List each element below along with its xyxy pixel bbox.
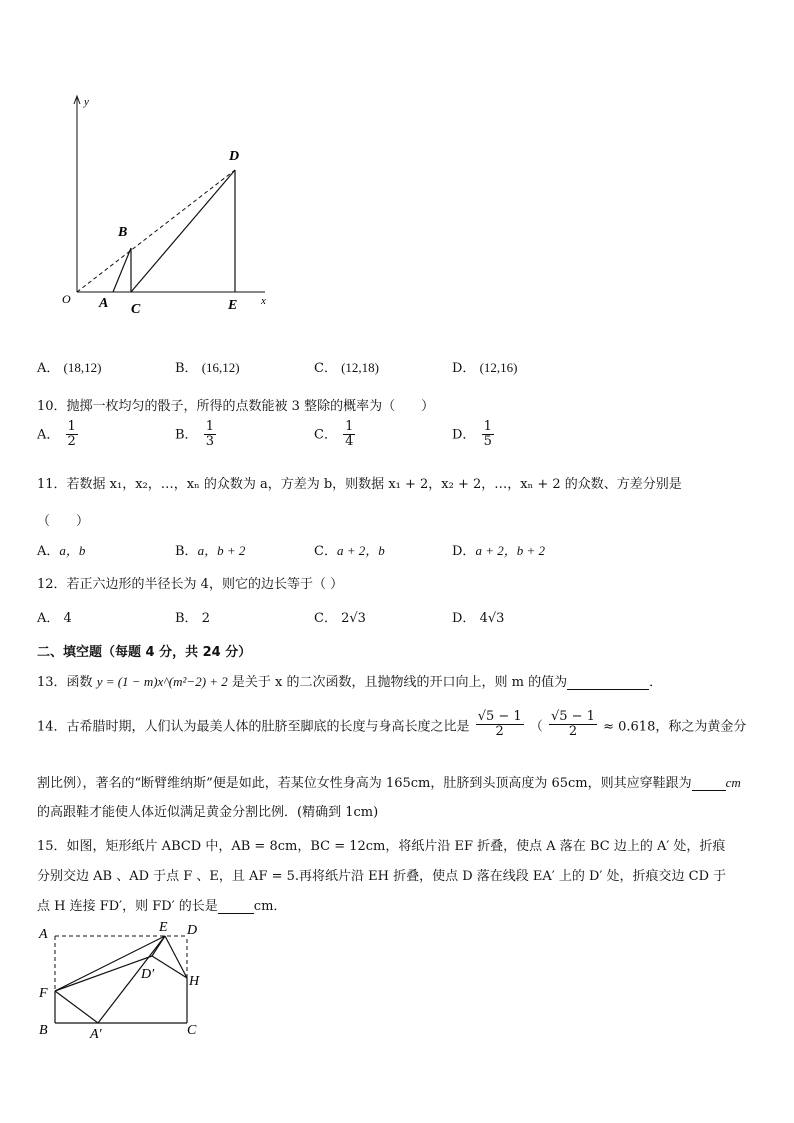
q12-stem: 12．若正六边形的半径长为 4，则它的边长等于（ ） [37, 577, 344, 592]
fig15-label-Aprime: A′ [90, 1027, 102, 1042]
q10-option-c[interactable]: C． $\frac{1}{4}$ [314, 419, 354, 450]
q11-stem: 11．若数据 x₁，x₂，…，xₙ 的众数为 a，方差为 b，则数据 x₁ + 2，x₂ + 2，…，xₙ + 2 的众数、方差分别是 [37, 477, 682, 492]
q9-option-b[interactable]: B． (16,12) [175, 360, 240, 376]
q12-option-d[interactable]: D． 4√3 [452, 611, 505, 626]
fig15-label-H: H [189, 974, 200, 989]
q12-option-b[interactable]: B． 2 [175, 611, 210, 626]
q13-line: 13．函数 y = (1 − m)x^(m²−2) + 2 是关于 x 的二次函数，且抛物线的开口向上，则 m 的值为 ． [37, 674, 663, 690]
q15-answer-blank[interactable] [218, 899, 254, 914]
q14-answer-blank[interactable] [692, 776, 726, 791]
q9-option-a[interactable]: A． (18,12) [37, 360, 102, 376]
point-B-label: B [118, 225, 128, 240]
q14-line1: 14．古希腊时期，人们认为最美人体的肚脐至脚底的长度与身高长度之比是 $\frac{√5 - 1}{2}$ （ $\frac{√5 - 1}{2}$ ≈ 0.618，称之为黄金分 [37, 709, 747, 740]
q10-fraction-d: $\frac{1}{5}$ [483, 419, 492, 450]
fig15-label-C: C [187, 1023, 197, 1038]
q12-option-c[interactable]: C． 2√3 [314, 611, 366, 626]
x-axis-label: x [261, 295, 266, 307]
q10-option-b[interactable]: B． $\frac{1}{3}$ [175, 419, 214, 450]
q15-line3: 点 H 连接 FD′，则 FD′ 的长是 cm． [37, 899, 287, 914]
fig15-label-E: E [159, 920, 168, 935]
q11-paren: （ ） [37, 514, 90, 529]
q10-stem: 10．抛掷一枚均匀的骰子，所得的点数能被 3 整除的概率为（ ） [37, 399, 435, 414]
fig15-label-F: F [39, 986, 48, 1001]
origin-label: O [62, 292, 71, 306]
point-D-label: D [229, 149, 240, 164]
q14-fraction: $\frac{√5 - 1}{2}$ [477, 709, 522, 740]
section-heading: 二、填空题（每题 4 分，共 24 分） [37, 645, 252, 660]
q10-option-d[interactable]: D． $\frac{1}{5}$ [452, 419, 492, 450]
q15-line1: 15．如图，矩形纸片 ABCD 中，AB = 8cm，BC = 12cm，将纸片沿 EF 折叠，使点 A 落在 BC 边上的 A′ 处，折痕 [37, 839, 726, 854]
fig15-label-A: A [39, 927, 48, 942]
point-A-label: A [99, 296, 109, 311]
q10-fraction-c: $\frac{1}{4}$ [345, 419, 354, 450]
q9-option-d[interactable]: D． (12,16) [452, 360, 518, 376]
q14-line2: 割比例），著名的“断臂维纳斯”便是如此，若某位女性身高为 165cm，肚脐到头顶高度为 65cm，则其应穿鞋跟为 cm [37, 775, 741, 791]
q11-option-c[interactable]: C．a + 2，b [314, 543, 385, 559]
fig15-label-D: D [187, 923, 198, 938]
point-C-label: C [131, 302, 141, 317]
q11-option-d[interactable]: D．a + 2，b + 2 [452, 543, 545, 559]
rectangle-fold-figure [35, 918, 215, 1043]
q14-line3: 的高跟鞋才能使人体近似满足黄金分割比例．(精确到 1cm) [37, 805, 379, 820]
fig15-label-B: B [39, 1023, 48, 1038]
coordinate-figure [55, 90, 285, 320]
q10-fraction-b: $\frac{1}{3}$ [205, 419, 214, 450]
q12-option-a[interactable]: A． 4 [37, 611, 72, 626]
q14-fraction-repeat: $\frac{√5 - 1}{2}$ [550, 709, 595, 740]
y-axis-label: y [84, 96, 89, 108]
q15-line2: 分别交边 AB 、AD 于点 F 、E，且 AF = 5.再将纸片沿 EH 折叠，使点 D 落在线段 EA′ 上的 D′ 处，折痕交边 CD 于 [37, 869, 727, 884]
q10-fraction-a: $\frac{1}{2}$ [67, 419, 76, 450]
point-E-label: E [228, 298, 238, 313]
q13-answer-blank[interactable] [567, 675, 649, 690]
q13-formula: y = (1 − m)x^(m²−2) + 2 [96, 674, 228, 689]
q9-option-c[interactable]: C． (12,18) [314, 360, 380, 376]
fig15-label-Dprime: D′ [141, 967, 155, 982]
q11-option-a[interactable]: A．a，b [37, 543, 86, 559]
q11-option-b[interactable]: B．a，b + 2 [175, 543, 246, 559]
q10-option-a[interactable]: A． $\frac{1}{2}$ [37, 419, 76, 450]
